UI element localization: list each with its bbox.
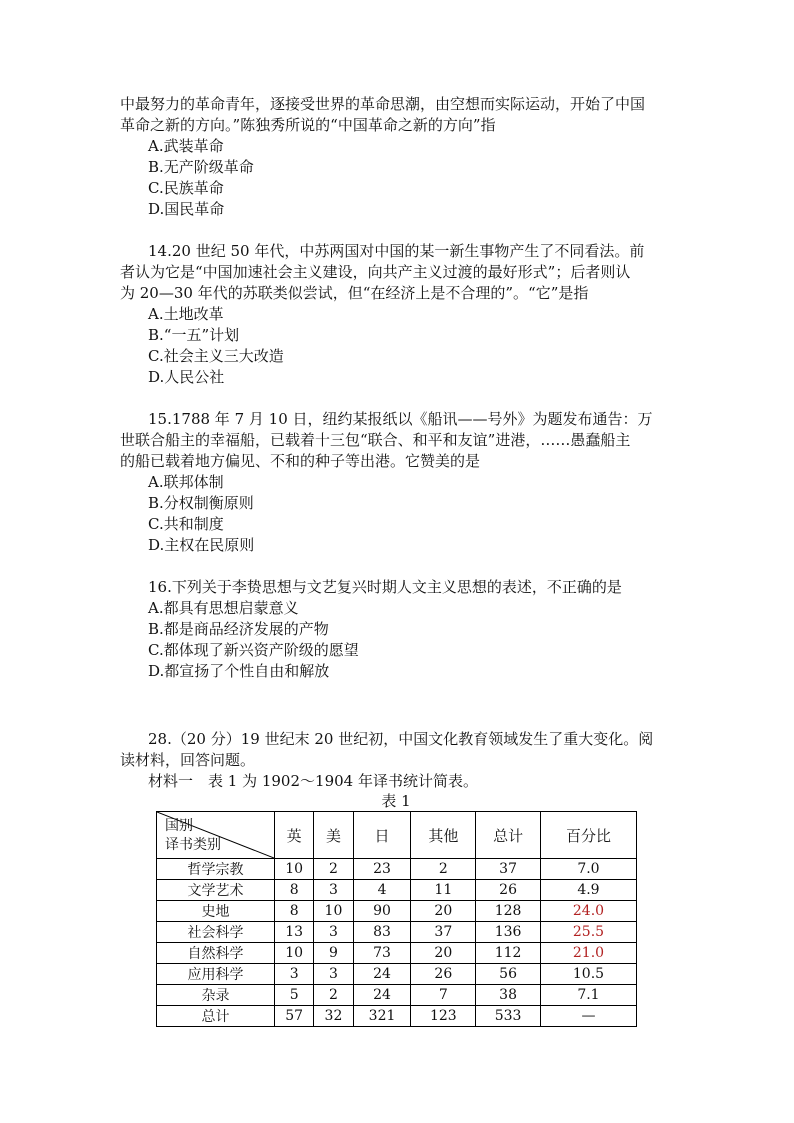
q16-option-b: B.都是商品经济发展的产物 bbox=[148, 620, 329, 638]
corner-top-label: 国别 bbox=[165, 818, 193, 834]
document-page bbox=[120, 94, 675, 1027]
q13-option-a: A.武装革命 bbox=[148, 137, 224, 155]
q13-line-1: 中最努力的革命青年，逐接受世界的革命思潮，由空想而实际运动，开始了中国 bbox=[120, 95, 646, 113]
q13-line-2: 革命之新的方向。”陈独秀所说的“中国革命之新的方向”指 bbox=[120, 116, 496, 134]
q15-option-d: D.主权在民原则 bbox=[148, 536, 255, 554]
question-13-tail bbox=[120, 94, 675, 220]
table-cell: 25.5 bbox=[540, 922, 636, 943]
table-cell: 3 bbox=[314, 880, 353, 901]
table-cell: 26 bbox=[411, 964, 476, 985]
column-header: 百分比 bbox=[540, 812, 636, 859]
table-cell: 8 bbox=[275, 901, 314, 922]
table-cell: 7 bbox=[411, 985, 476, 1006]
table-row bbox=[157, 985, 637, 1006]
table-cell: — bbox=[540, 1006, 636, 1027]
q15-line-1: 15.1788 年 7 月 10 日，纽约某报纸以《船讯——号外》为题发布通告：万 bbox=[148, 410, 653, 428]
q13-option-b: B.无产阶级革命 bbox=[148, 158, 254, 176]
table-cell: 123 bbox=[411, 1006, 476, 1027]
q15-line-2: 世联合船主的幸福船，已载着十三包“联合、和平和友谊”进港，……愚蠢船主 bbox=[120, 431, 631, 449]
table-cell: 3 bbox=[314, 922, 353, 943]
table-cell: 4 bbox=[353, 880, 411, 901]
q15-option-a: A.联邦体制 bbox=[148, 473, 224, 491]
q14-line-2: 者认为它是“中国加速社会主义建设，向共产主义过渡的最好形式”；后者则认 bbox=[120, 263, 631, 281]
table-cell: 73 bbox=[353, 943, 411, 964]
corner-bottom-label: 译书类别 bbox=[165, 837, 221, 853]
table-row bbox=[157, 880, 637, 901]
question-28 bbox=[120, 729, 675, 1027]
q16-option-c: C.都体现了新兴资产阶级的愿望 bbox=[148, 641, 359, 659]
table-cell: 7.1 bbox=[540, 985, 636, 1006]
table-row bbox=[157, 859, 637, 880]
column-header: 总计 bbox=[476, 812, 541, 859]
table-cell: 37 bbox=[411, 922, 476, 943]
row-label: 文学艺术 bbox=[157, 880, 275, 901]
q13-option-c: C.民族革命 bbox=[148, 179, 224, 197]
q28-line-2: 读材料，回答问题。 bbox=[120, 751, 256, 769]
table-cell: 7.0 bbox=[540, 859, 636, 880]
table-cell: 8 bbox=[275, 880, 314, 901]
q16-option-a: A.都具有思想启蒙意义 bbox=[148, 599, 299, 617]
table-row bbox=[157, 964, 637, 985]
table-cell: 57 bbox=[275, 1006, 314, 1027]
table-cell: 533 bbox=[476, 1006, 541, 1027]
table-cell: 3 bbox=[275, 964, 314, 985]
q14-option-a: A.土地改革 bbox=[148, 305, 224, 323]
table-cell: 83 bbox=[353, 922, 411, 943]
table-cell: 112 bbox=[476, 943, 541, 964]
row-label: 杂录 bbox=[157, 985, 275, 1006]
row-label: 哲学宗教 bbox=[157, 859, 275, 880]
table-cell: 136 bbox=[476, 922, 541, 943]
q14-option-c: C.社会主义三大改造 bbox=[148, 347, 284, 365]
column-header: 其他 bbox=[411, 812, 476, 859]
table-cell: 23 bbox=[353, 859, 411, 880]
row-label: 史地 bbox=[157, 901, 275, 922]
table-cell: 37 bbox=[476, 859, 541, 880]
table-cell: 5 bbox=[275, 985, 314, 1006]
table-cell: 10 bbox=[275, 859, 314, 880]
table-cell: 20 bbox=[411, 901, 476, 922]
translation-stats-table bbox=[156, 811, 637, 1027]
table-cell: 2 bbox=[411, 859, 476, 880]
q16-line-1: 16.下列关于李贽思想与文艺复兴时期人文主义思想的表述，不正确的是 bbox=[148, 578, 622, 596]
table-body bbox=[157, 859, 637, 1027]
table-cell: 56 bbox=[476, 964, 541, 985]
table-row bbox=[157, 901, 637, 922]
q15-option-c: C.共和制度 bbox=[148, 515, 224, 533]
table-cell: 10 bbox=[275, 943, 314, 964]
table-cell: 9 bbox=[314, 943, 353, 964]
row-label: 自然科学 bbox=[157, 943, 275, 964]
row-label: 社会科学 bbox=[157, 922, 275, 943]
table-cell: 3 bbox=[314, 964, 353, 985]
table-cell: 26 bbox=[476, 880, 541, 901]
section-spacer bbox=[120, 703, 675, 729]
table-cell: 32 bbox=[314, 1006, 353, 1027]
table-cell: 321 bbox=[353, 1006, 411, 1027]
table-cell: 21.0 bbox=[540, 943, 636, 964]
table-row bbox=[157, 1006, 637, 1027]
q15-option-b: B.分权制衡原则 bbox=[148, 494, 254, 512]
table-corner-cell bbox=[157, 812, 275, 859]
q13-option-d: D.国民革命 bbox=[148, 200, 225, 218]
table-cell: 20 bbox=[411, 943, 476, 964]
table-cell: 2 bbox=[314, 985, 353, 1006]
question-14 bbox=[120, 241, 675, 388]
table-title: 表 1 bbox=[381, 792, 411, 810]
row-label: 总计 bbox=[157, 1006, 275, 1027]
table-cell: 4.9 bbox=[540, 880, 636, 901]
q14-line-1: 14.20 世纪 50 年代，中苏两国对中国的某一新生事物产生了不同看法。前 bbox=[148, 242, 645, 260]
q14-option-d: D.人民公社 bbox=[148, 368, 225, 386]
table-cell: 24 bbox=[353, 985, 411, 1006]
column-header: 英 bbox=[275, 812, 314, 859]
q28-material-1: 材料一 表 1 为 1902～1904 年译书统计简表。 bbox=[148, 772, 478, 790]
q28-line-1: 28.（20 分）19 世纪末 20 世纪初，中国文化教育领域发生了重大变化。阅 bbox=[148, 730, 654, 748]
column-header: 日 bbox=[353, 812, 411, 859]
table-header-row bbox=[157, 812, 637, 859]
question-16 bbox=[120, 577, 675, 682]
table-cell: 2 bbox=[314, 859, 353, 880]
table-cell: 11 bbox=[411, 880, 476, 901]
row-label: 应用科学 bbox=[157, 964, 275, 985]
q15-line-3: 的船已载着地方偏见、不和的种子等出港。它赞美的是 bbox=[120, 452, 481, 470]
table-row bbox=[157, 922, 637, 943]
table-cell: 38 bbox=[476, 985, 541, 1006]
table-cell: 128 bbox=[476, 901, 541, 922]
table-cell: 24.0 bbox=[540, 901, 636, 922]
q14-line-3: 为 20—30 年代的苏联类似尝试，但“在经济上是不合理的”。“它”是指 bbox=[120, 284, 589, 302]
table-cell: 24 bbox=[353, 964, 411, 985]
column-header: 美 bbox=[314, 812, 353, 859]
table-row bbox=[157, 943, 637, 964]
q14-option-b: B.“一五”计划 bbox=[148, 326, 240, 344]
question-15 bbox=[120, 409, 675, 556]
table-cell: 90 bbox=[353, 901, 411, 922]
q16-option-d: D.都宣扬了个性自由和解放 bbox=[148, 662, 330, 680]
table-cell: 10.5 bbox=[540, 964, 636, 985]
table-cell: 13 bbox=[275, 922, 314, 943]
table-cell: 10 bbox=[314, 901, 353, 922]
